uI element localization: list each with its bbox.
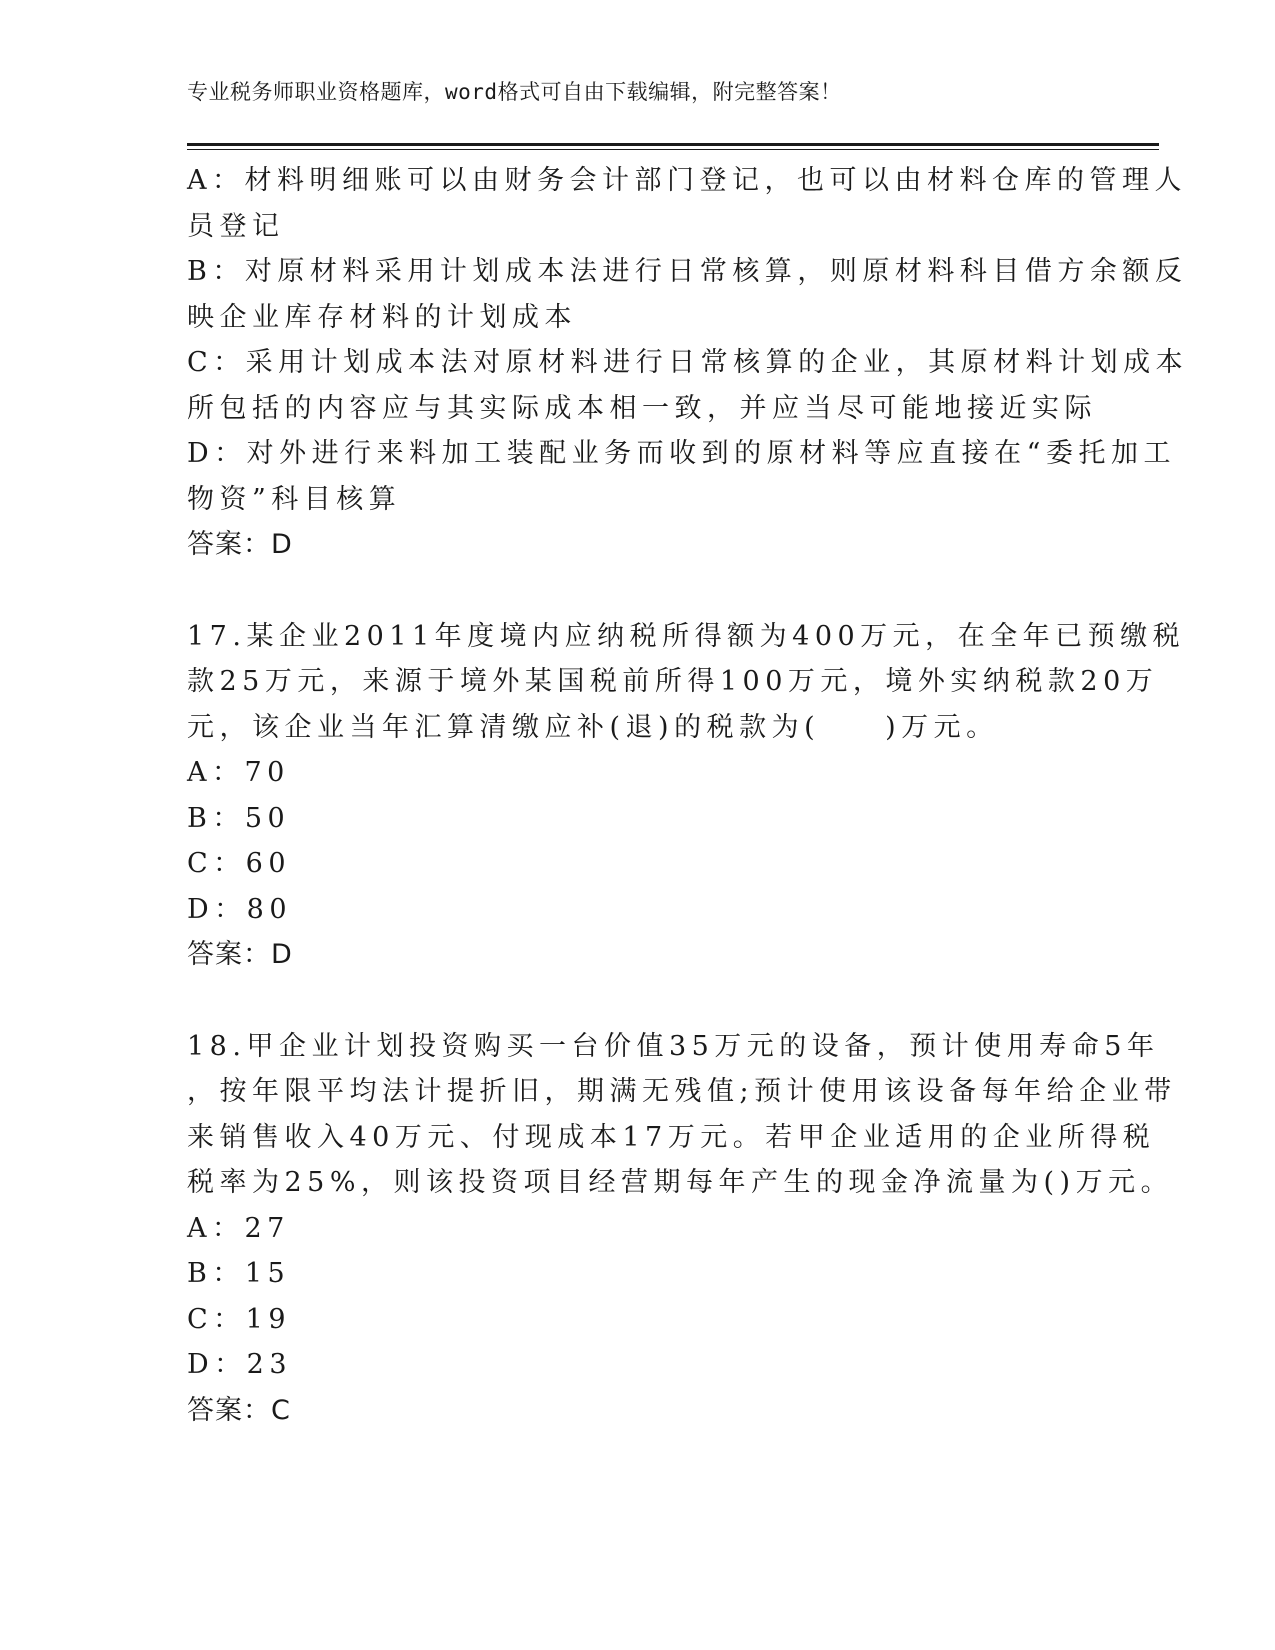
question-18-stem-line-4: 税率为25%，则该投资项目经营期每年产生的现金净流量为()万元。 [187,1167,1174,1198]
question-17-stem-line-3: 元，该企业当年汇算清缴应补(退)的税款为( )万元。 [187,711,999,743]
question-16-options [187,158,1189,568]
option-c-line-1: C：采用计划成本法对原材料进行日常核算的企业，其原材料计划成本 [187,347,1189,378]
option-d-line-1: D：对外进行来料加工装配业务而收到的原材料等应直接在“委托加工 [187,438,1176,469]
question-17-option-a: A：70 [187,757,290,788]
spacer [187,568,1087,614]
question-18 [187,1024,1177,1434]
question-17-option-d: D：80 [187,893,293,925]
header-rule-thick [187,143,1159,146]
spacer [187,978,1087,1024]
option-a-line-1: A：材料明细账可以由财务会计部门登记，也可以由材料仓库的管理人 [187,165,1187,196]
question-18-stem-line-3: 来销售收入40万元、付现成本17万元。若甲企业适用的企业所得税 [187,1121,1156,1153]
header-rule-thin [187,149,1159,150]
option-c-line-2: 所包括的内容应与其实际成本相一致，并应当尽可能地接近实际 [187,392,1097,424]
question-17-option-b: B：50 [187,802,291,834]
question-18-stem-line-2: ，按年限平均法计提折旧，期满无残值;预计使用该设备每年给企业带 [187,1076,1177,1107]
option-a-line-2: 员登记 [187,210,285,242]
option-b-line-2: 映企业库存材料的计划成本 [187,301,577,333]
question-17-option-c: C：60 [187,848,292,879]
question-18-option-b: B：15 [187,1258,291,1289]
document-body [187,158,1189,1433]
question-17-stem-line-2: 款25万元，来源于境外某国税前所得100万元，境外实纳税款20万 [187,666,1159,697]
option-b-line-1: B：对原材料采用计划成本法进行日常核算，则原材料科目借方余额反 [187,256,1188,287]
question-18-option-d: D：23 [187,1349,293,1380]
answer-17: 答案：D [187,939,293,970]
answer-16: 答案：D [187,529,293,560]
question-18-option-a: A：27 [187,1212,290,1244]
question-18-stem-line-1: 18.甲企业计划投资购买一台价值35万元的设备，预计使用寿命5年 [187,1030,1160,1062]
question-17 [187,614,1186,978]
page-header: 专业税务师职业资格题库，word格式可自由下载编辑，附完整答案！ [187,80,842,104]
question-18-option-c: C：19 [187,1303,292,1335]
answer-18: 答案：C [187,1394,291,1426]
option-d-line-2: 物资”科目核算 [187,483,402,515]
question-17-stem-line-1: 17.某企业2011年度境内应纳税所得额为400万元，在全年已预缴税 [187,620,1186,652]
